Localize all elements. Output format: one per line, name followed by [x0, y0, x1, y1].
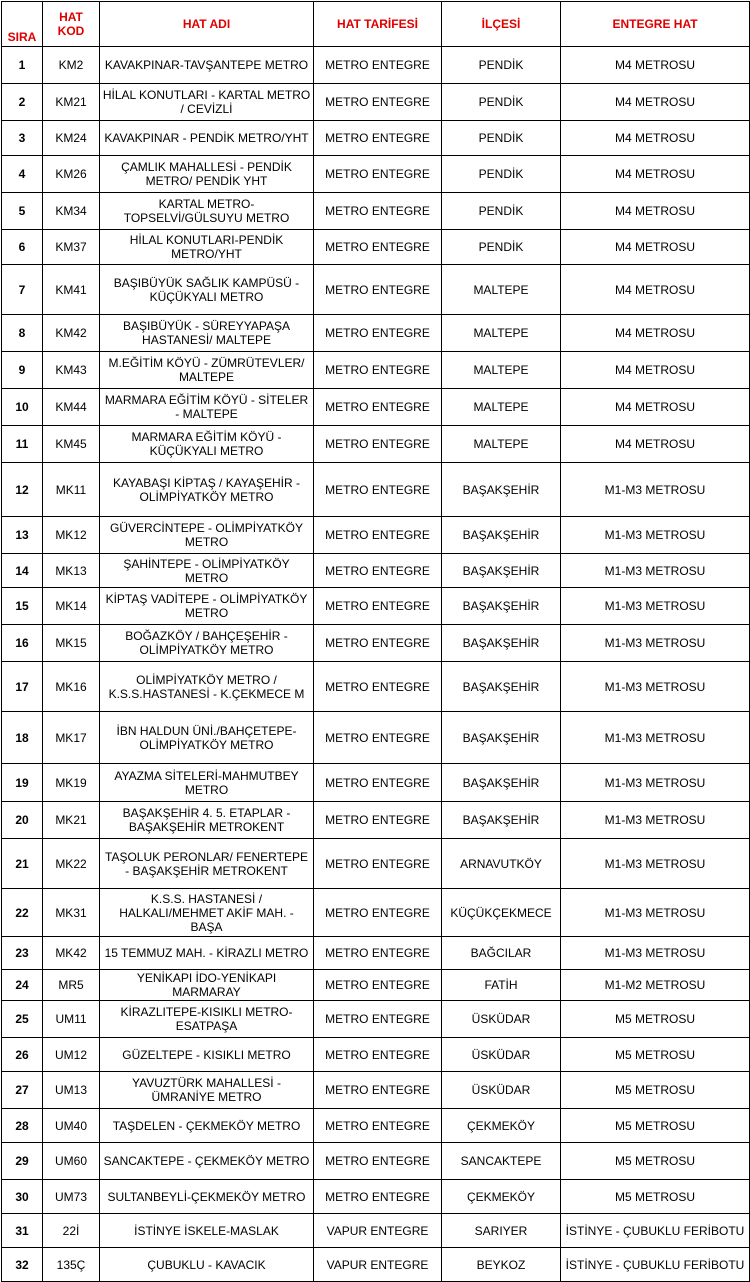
cell-sira: 3	[2, 121, 43, 156]
cell-hat-kod: UM73	[43, 1180, 100, 1214]
cell-hat-kod: KM26	[43, 156, 100, 193]
cell-ilcesi: BAŞAKŞEHİR	[442, 625, 561, 662]
cell-ilcesi: BEYKOZ	[442, 1248, 561, 1282]
cell-entegre-hat: M4 METROSU	[561, 352, 750, 389]
table-row	[2, 662, 750, 712]
cell-sira: 12	[2, 463, 43, 517]
cell-hat-kod: KM43	[43, 352, 100, 389]
cell-entegre-hat: M4 METROSU	[561, 230, 750, 265]
cell-sira: 30	[2, 1180, 43, 1214]
cell-ilcesi: PENDİK	[442, 193, 561, 230]
cell-sira: 23	[2, 937, 43, 970]
cell-hat-tarifesi: METRO ENTEGRE	[314, 315, 442, 352]
cell-hat-kod: MK11	[43, 463, 100, 517]
table-row	[2, 1143, 750, 1180]
cell-sira: 1	[2, 47, 43, 84]
cell-sira: 14	[2, 554, 43, 588]
cell-entegre-hat: M1-M3 METROSU	[561, 662, 750, 712]
cell-ilcesi: ÜSKÜDAR	[442, 1038, 561, 1072]
cell-sira: 16	[2, 625, 43, 662]
cell-sira: 6	[2, 230, 43, 265]
cell-hat-tarifesi: METRO ENTEGRE	[314, 463, 442, 517]
cell-sira: 2	[2, 84, 43, 121]
cell-hat-kod: KM44	[43, 389, 100, 426]
cell-ilcesi: PENDİK	[442, 230, 561, 265]
cell-hat-kod: KM45	[43, 426, 100, 463]
table-row	[2, 517, 750, 554]
cell-hat-tarifesi: VAPUR ENTEGRE	[314, 1214, 442, 1248]
cell-hat-adi: KAVAKPINAR - PENDİK METRO/YHT	[100, 121, 314, 156]
cell-sira: 21	[2, 839, 43, 889]
cell-sira: 27	[2, 1072, 43, 1109]
cell-ilcesi: BAŞAKŞEHİR	[442, 517, 561, 554]
table-row	[2, 1001, 750, 1038]
header-row	[2, 2, 750, 47]
cell-hat-tarifesi: METRO ENTEGRE	[314, 712, 442, 764]
cell-entegre-hat: M4 METROSU	[561, 156, 750, 193]
table-row	[2, 315, 750, 352]
cell-sira: 15	[2, 588, 43, 625]
cell-hat-tarifesi: METRO ENTEGRE	[314, 889, 442, 937]
header-entegre-hat: ENTEGRE HAT	[561, 2, 750, 47]
cell-hat-tarifesi: METRO ENTEGRE	[314, 517, 442, 554]
cell-hat-tarifesi: METRO ENTEGRE	[314, 1038, 442, 1072]
cell-hat-tarifesi: METRO ENTEGRE	[314, 352, 442, 389]
cell-hat-kod: 135Ç	[43, 1248, 100, 1282]
table-row	[2, 1072, 750, 1109]
cell-ilcesi: ÇEKMEKÖY	[442, 1180, 561, 1214]
cell-entegre-hat: M1-M3 METROSU	[561, 554, 750, 588]
cell-sira: 28	[2, 1109, 43, 1143]
cell-hat-kod: MK12	[43, 517, 100, 554]
cell-ilcesi: ÇEKMEKÖY	[442, 1109, 561, 1143]
cell-entegre-hat: İSTİNYE - ÇUBUKLU FERİBOTU	[561, 1248, 750, 1282]
cell-hat-kod: KM21	[43, 84, 100, 121]
cell-hat-adi: TAŞOLUK PERONLAR/ FENERTEPE - BAŞAKŞEHİR METROKENT	[100, 839, 314, 889]
cell-sira: 24	[2, 970, 43, 1001]
cell-hat-tarifesi: METRO ENTEGRE	[314, 588, 442, 625]
cell-ilcesi: FATİH	[442, 970, 561, 1001]
table-row	[2, 625, 750, 662]
cell-hat-adi: K.S.S. HASTANESİ / HALKALI/MEHMET AKİF MAH. - BAŞA	[100, 889, 314, 937]
cell-entegre-hat: M1-M3 METROSU	[561, 764, 750, 802]
table-row	[2, 1109, 750, 1143]
cell-ilcesi: PENDİK	[442, 156, 561, 193]
cell-sira: 18	[2, 712, 43, 764]
cell-ilcesi: SANCAKTEPE	[442, 1143, 561, 1180]
cell-ilcesi: MALTEPE	[442, 352, 561, 389]
cell-entegre-hat: M1-M3 METROSU	[561, 625, 750, 662]
cell-hat-adi: M.EĞİTİM KÖYÜ - ZÜMRÜTEVLER/ MALTEPE	[100, 352, 314, 389]
cell-hat-kod: UM40	[43, 1109, 100, 1143]
cell-hat-adi: KAYABAŞI KİPTAŞ / KAYAŞEHİR - OLİMPİYATKÖY METRO	[100, 463, 314, 517]
cell-sira: 10	[2, 389, 43, 426]
cell-sira: 31	[2, 1214, 43, 1248]
cell-sira: 5	[2, 193, 43, 230]
table-body	[2, 47, 750, 1282]
cell-hat-tarifesi: METRO ENTEGRE	[314, 839, 442, 889]
cell-hat-kod: UM13	[43, 1072, 100, 1109]
cell-hat-tarifesi: METRO ENTEGRE	[314, 802, 442, 839]
cell-hat-tarifesi: METRO ENTEGRE	[314, 389, 442, 426]
table-row	[2, 1180, 750, 1214]
cell-ilcesi: BAŞAKŞEHİR	[442, 588, 561, 625]
cell-hat-kod: MK31	[43, 889, 100, 937]
cell-hat-kod: MK42	[43, 937, 100, 970]
cell-ilcesi: MALTEPE	[442, 265, 561, 315]
cell-hat-adi: KİPTAŞ VADİTEPE - OLİMPİYATKÖY METRO	[100, 588, 314, 625]
cell-sira: 17	[2, 662, 43, 712]
table-row	[2, 970, 750, 1001]
cell-hat-kod: MK19	[43, 764, 100, 802]
cell-ilcesi: BAŞAKŞEHİR	[442, 662, 561, 712]
table-row	[2, 389, 750, 426]
cell-hat-adi: KİRAZLITEPE-KISIKLI METRO-ESATPAŞA	[100, 1001, 314, 1038]
cell-hat-tarifesi: METRO ENTEGRE	[314, 662, 442, 712]
cell-hat-adi: ŞAHİNTEPE - OLİMPİYATKÖY METRO	[100, 554, 314, 588]
cell-entegre-hat: M1-M3 METROSU	[561, 802, 750, 839]
cell-ilcesi: BAŞAKŞEHİR	[442, 764, 561, 802]
table-row	[2, 193, 750, 230]
cell-hat-tarifesi: METRO ENTEGRE	[314, 1143, 442, 1180]
cell-ilcesi: PENDİK	[442, 84, 561, 121]
cell-ilcesi: SARIYER	[442, 1214, 561, 1248]
table-row	[2, 156, 750, 193]
cell-hat-tarifesi: VAPUR ENTEGRE	[314, 1248, 442, 1282]
table-row	[2, 230, 750, 265]
cell-entegre-hat: M5 METROSU	[561, 1072, 750, 1109]
cell-hat-adi: ÇAMLIK MAHALLESİ - PENDİK METRO/ PENDİK YHT	[100, 156, 314, 193]
cell-hat-tarifesi: METRO ENTEGRE	[314, 937, 442, 970]
cell-hat-tarifesi: METRO ENTEGRE	[314, 764, 442, 802]
cell-entegre-hat: M1-M3 METROSU	[561, 463, 750, 517]
cell-hat-tarifesi: METRO ENTEGRE	[314, 1109, 442, 1143]
cell-entegre-hat: M4 METROSU	[561, 193, 750, 230]
cell-hat-adi: SULTANBEYLİ-ÇEKMEKÖY METRO	[100, 1180, 314, 1214]
header-ilcesi: İLÇESİ	[442, 2, 561, 47]
cell-hat-kod: KM42	[43, 315, 100, 352]
cell-hat-adi: KAVAKPINAR-TAVŞANTEPE METRO	[100, 47, 314, 84]
table-row	[2, 121, 750, 156]
cell-hat-adi: BAŞIBÜYÜK - SÜREYYAPAŞA HASTANESİ/ MALTEPE	[100, 315, 314, 352]
cell-ilcesi: ÜSKÜDAR	[442, 1072, 561, 1109]
cell-ilcesi: BAŞAKŞEHİR	[442, 463, 561, 517]
cell-ilcesi: MALTEPE	[442, 389, 561, 426]
cell-hat-kod: MK16	[43, 662, 100, 712]
cell-ilcesi: MALTEPE	[442, 315, 561, 352]
table-row	[2, 588, 750, 625]
cell-hat-adi: HİLAL KONUTLARI-PENDİK METRO/YHT	[100, 230, 314, 265]
table-row	[2, 84, 750, 121]
cell-hat-tarifesi: METRO ENTEGRE	[314, 265, 442, 315]
cell-sira: 26	[2, 1038, 43, 1072]
integrated-lines-table	[1, 1, 750, 1282]
cell-hat-tarifesi: METRO ENTEGRE	[314, 47, 442, 84]
cell-entegre-hat: M1-M3 METROSU	[561, 517, 750, 554]
cell-hat-kod: MK14	[43, 588, 100, 625]
cell-hat-kod: KM41	[43, 265, 100, 315]
cell-hat-kod: MK22	[43, 839, 100, 889]
table-row	[2, 426, 750, 463]
cell-hat-kod: KM34	[43, 193, 100, 230]
cell-hat-adi: OLİMPİYATKÖY METRO / K.S.S.HASTANESİ - K.ÇEKMECE M	[100, 662, 314, 712]
cell-sira: 9	[2, 352, 43, 389]
cell-sira: 29	[2, 1143, 43, 1180]
cell-entegre-hat: M4 METROSU	[561, 389, 750, 426]
cell-entegre-hat: İSTİNYE - ÇUBUKLU FERİBOTU	[561, 1214, 750, 1248]
cell-hat-kod: MK15	[43, 625, 100, 662]
cell-hat-tarifesi: METRO ENTEGRE	[314, 1001, 442, 1038]
cell-ilcesi: ÜSKÜDAR	[442, 1001, 561, 1038]
table-row	[2, 764, 750, 802]
cell-hat-tarifesi: METRO ENTEGRE	[314, 121, 442, 156]
cell-sira: 20	[2, 802, 43, 839]
cell-hat-kod: MR5	[43, 970, 100, 1001]
cell-hat-adi: YENİKAPI İDO-YENİKAPI MARMARAY	[100, 970, 314, 1001]
table-row	[2, 463, 750, 517]
cell-entegre-hat: M1-M3 METROSU	[561, 839, 750, 889]
cell-sira: 7	[2, 265, 43, 315]
cell-hat-kod: KM37	[43, 230, 100, 265]
header-hat-tarifesi: HAT TARİFESİ	[314, 2, 442, 47]
cell-entegre-hat: M1-M3 METROSU	[561, 937, 750, 970]
cell-entegre-hat: M4 METROSU	[561, 121, 750, 156]
cell-hat-tarifesi: METRO ENTEGRE	[314, 625, 442, 662]
cell-ilcesi: KÜÇÜKÇEKMECE	[442, 889, 561, 937]
cell-hat-tarifesi: METRO ENTEGRE	[314, 554, 442, 588]
cell-hat-adi: GÜZELTEPE - KISIKLI METRO	[100, 1038, 314, 1072]
cell-hat-kod: UM12	[43, 1038, 100, 1072]
cell-hat-adi: BAŞAKŞEHİR 4. 5. ETAPLAR - BAŞAKŞEHİR METROKENT	[100, 802, 314, 839]
header-sira: SIRA	[2, 2, 43, 47]
cell-hat-adi: İSTİNYE İSKELE-MASLAK	[100, 1214, 314, 1248]
cell-entegre-hat: M5 METROSU	[561, 1109, 750, 1143]
cell-entegre-hat: M5 METROSU	[561, 1038, 750, 1072]
cell-hat-kod: KM2	[43, 47, 100, 84]
table-row	[2, 802, 750, 839]
cell-entegre-hat: M4 METROSU	[561, 315, 750, 352]
cell-hat-adi: HİLAL KONUTLARI - KARTAL METRO / CEVİZLİ	[100, 84, 314, 121]
cell-hat-adi: AYAZMA SİTELERİ-MAHMUTBEY METRO	[100, 764, 314, 802]
cell-hat-tarifesi: METRO ENTEGRE	[314, 426, 442, 463]
cell-entegre-hat: M4 METROSU	[561, 47, 750, 84]
cell-hat-adi: BAŞIBÜYÜK SAĞLIK KAMPÜSÜ - KÜÇÜKYALI METRO	[100, 265, 314, 315]
cell-hat-kod: KM24	[43, 121, 100, 156]
cell-entegre-hat: M1-M3 METROSU	[561, 712, 750, 764]
cell-entegre-hat: M4 METROSU	[561, 265, 750, 315]
table-row	[2, 839, 750, 889]
table-row	[2, 47, 750, 84]
cell-ilcesi: PENDİK	[442, 121, 561, 156]
cell-hat-adi: 15 TEMMUZ MAH. - KİRAZLI METRO	[100, 937, 314, 970]
cell-sira: 25	[2, 1001, 43, 1038]
cell-hat-tarifesi: METRO ENTEGRE	[314, 156, 442, 193]
table-row	[2, 889, 750, 937]
cell-hat-kod: MK21	[43, 802, 100, 839]
cell-hat-adi: KARTAL METRO-TOPSELVİ/GÜLSUYU METRO	[100, 193, 314, 230]
cell-entegre-hat: M5 METROSU	[561, 1001, 750, 1038]
cell-ilcesi: ARNAVUTKÖY	[442, 839, 561, 889]
cell-ilcesi: BAĞCILAR	[442, 937, 561, 970]
table-row	[2, 712, 750, 764]
cell-sira: 19	[2, 764, 43, 802]
cell-hat-kod: 22İ	[43, 1214, 100, 1248]
cell-sira: 13	[2, 517, 43, 554]
cell-hat-adi: TAŞDELEN - ÇEKMEKÖY METRO	[100, 1109, 314, 1143]
cell-ilcesi: BAŞAKŞEHİR	[442, 802, 561, 839]
table-row	[2, 352, 750, 389]
cell-entegre-hat: M5 METROSU	[561, 1180, 750, 1214]
cell-entegre-hat: M1-M3 METROSU	[561, 588, 750, 625]
cell-hat-adi: MARMARA EĞİTİM KÖYÜ - SİTELER - MALTEPE	[100, 389, 314, 426]
cell-hat-tarifesi: METRO ENTEGRE	[314, 230, 442, 265]
cell-hat-adi: BOĞAZKÖY / BAHÇEŞEHİR - OLİMPİYATKÖY METRO	[100, 625, 314, 662]
cell-hat-adi: ÇUBUKLU - KAVACIK	[100, 1248, 314, 1282]
cell-ilcesi: PENDİK	[442, 47, 561, 84]
cell-sira: 32	[2, 1248, 43, 1282]
cell-hat-tarifesi: METRO ENTEGRE	[314, 970, 442, 1001]
cell-hat-kod: MK17	[43, 712, 100, 764]
table-row	[2, 265, 750, 315]
cell-entegre-hat: M4 METROSU	[561, 84, 750, 121]
header-hat-adi: HAT ADI	[100, 2, 314, 47]
cell-entegre-hat: M1-M3 METROSU	[561, 889, 750, 937]
cell-hat-adi: YAVUZTÜRK MAHALLESİ - ÜMRANİYE METRO	[100, 1072, 314, 1109]
cell-hat-tarifesi: METRO ENTEGRE	[314, 1072, 442, 1109]
cell-hat-adi: MARMARA EĞİTİM KÖYÜ - KÜÇÜKYALI METRO	[100, 426, 314, 463]
table-row	[2, 1038, 750, 1072]
cell-hat-kod: MK13	[43, 554, 100, 588]
cell-hat-tarifesi: METRO ENTEGRE	[314, 84, 442, 121]
cell-ilcesi: MALTEPE	[442, 426, 561, 463]
cell-hat-kod: UM11	[43, 1001, 100, 1038]
cell-hat-adi: GÜVERCİNTEPE - OLİMPİYATKÖY METRO	[100, 517, 314, 554]
cell-ilcesi: BAŞAKŞEHİR	[442, 712, 561, 764]
cell-entegre-hat: M4 METROSU	[561, 426, 750, 463]
cell-sira: 8	[2, 315, 43, 352]
cell-hat-tarifesi: METRO ENTEGRE	[314, 1180, 442, 1214]
cell-sira: 4	[2, 156, 43, 193]
table-row	[2, 1248, 750, 1282]
cell-hat-tarifesi: METRO ENTEGRE	[314, 193, 442, 230]
cell-sira: 11	[2, 426, 43, 463]
cell-hat-adi: İBN HALDUN ÜNİ./BAHÇETEPE-OLİMPİYATKÖY METRO	[100, 712, 314, 764]
cell-hat-kod: UM60	[43, 1143, 100, 1180]
header-hat-kod: HAT KOD	[43, 2, 100, 47]
cell-hat-adi: SANCAKTEPE - ÇEKMEKÖY METRO	[100, 1143, 314, 1180]
table-row	[2, 554, 750, 588]
cell-sira: 22	[2, 889, 43, 937]
cell-entegre-hat: M5 METROSU	[561, 1143, 750, 1180]
cell-ilcesi: BAŞAKŞEHİR	[442, 554, 561, 588]
table-row	[2, 937, 750, 970]
table-row	[2, 1214, 750, 1248]
cell-entegre-hat: M1-M2 METROSU	[561, 970, 750, 1001]
